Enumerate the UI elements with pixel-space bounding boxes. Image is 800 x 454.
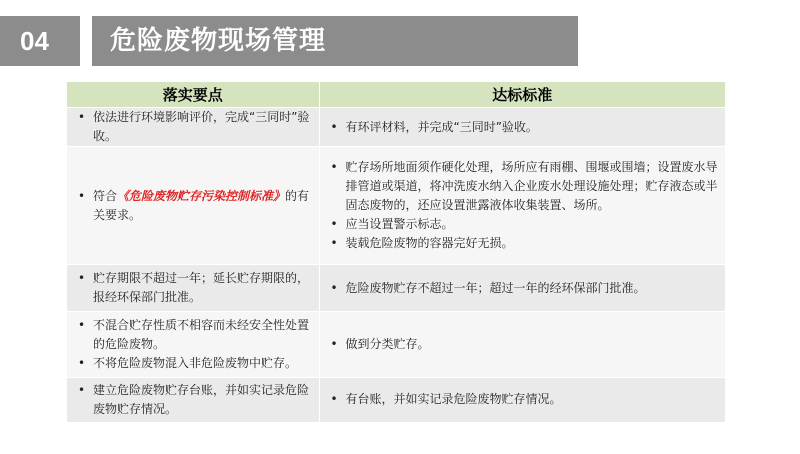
key-point-cell bbox=[67, 265, 319, 312]
key-point-prefix: 符合 bbox=[93, 188, 118, 203]
standard-cell bbox=[319, 312, 725, 378]
table-row bbox=[67, 147, 725, 265]
list-item: • 依法进行环境影响评价，完成“三同时”验收。 bbox=[75, 108, 313, 146]
list-item bbox=[75, 187, 313, 225]
key-point-cell bbox=[67, 312, 319, 378]
section-title: 危险废物现场管理 bbox=[110, 26, 327, 56]
list-item: • 建立危险废物贮存台账，并如实记录危险废物贮存情况。 bbox=[75, 381, 313, 419]
table-header-row bbox=[67, 82, 725, 108]
list-item: • 装载危险废物的容器完好无损。 bbox=[328, 234, 720, 253]
standard-cell bbox=[319, 378, 725, 422]
table-row bbox=[67, 312, 725, 378]
standard-cell bbox=[319, 265, 725, 312]
list-item: • 不将危险废物混入非危险废物中贮存。 bbox=[75, 354, 313, 373]
list-item: • 做到分类贮存。 bbox=[328, 335, 720, 354]
key-point-cell bbox=[67, 147, 319, 265]
key-point-suffix: 的有关要求。 bbox=[93, 188, 310, 222]
list-item: • 贮存场所地面须作硬化处理，场所应有雨棚、围堰或围墙；设置废水导排管道或渠道，将冲洗废水纳入企业废水处理设施处理；贮存液态或半固态废物的，还应设置泄露液体收集装置、场所。 bbox=[328, 158, 720, 215]
key-point-cell bbox=[67, 108, 319, 147]
list-item: • 应当设置警示标志。 bbox=[328, 215, 720, 234]
key-point-cell bbox=[67, 378, 319, 422]
list-item: • 不混合贮存性质不相容而未经安全性处置的危险废物。 bbox=[75, 316, 313, 354]
requirements-table bbox=[67, 82, 725, 422]
section-title-box bbox=[92, 16, 578, 66]
standard-cell bbox=[319, 108, 725, 147]
standard-name-highlight: 《危险废物贮存污染控制标准》 bbox=[117, 188, 286, 203]
list-item: • 有环评材料，并完成“三同时”验收。 bbox=[328, 118, 720, 137]
column-header-key-points: 落实要点 bbox=[67, 82, 319, 108]
list-item: • 有台账，并如实记录危险废物贮存情况。 bbox=[328, 390, 720, 409]
table-row bbox=[67, 378, 725, 422]
list-item: • 危险废物贮存不超过一年；超过一年的经环保部门批准。 bbox=[328, 279, 720, 298]
section-number: 04 bbox=[20, 26, 49, 56]
table-row bbox=[67, 108, 725, 147]
list-item: • 贮存期限不超过一年；延长贮存期限的，报经环保部门批准。 bbox=[75, 269, 313, 307]
standard-cell bbox=[319, 147, 725, 265]
section-number-box bbox=[0, 16, 80, 66]
column-header-standards: 达标标准 bbox=[319, 82, 725, 108]
table-row bbox=[67, 265, 725, 312]
